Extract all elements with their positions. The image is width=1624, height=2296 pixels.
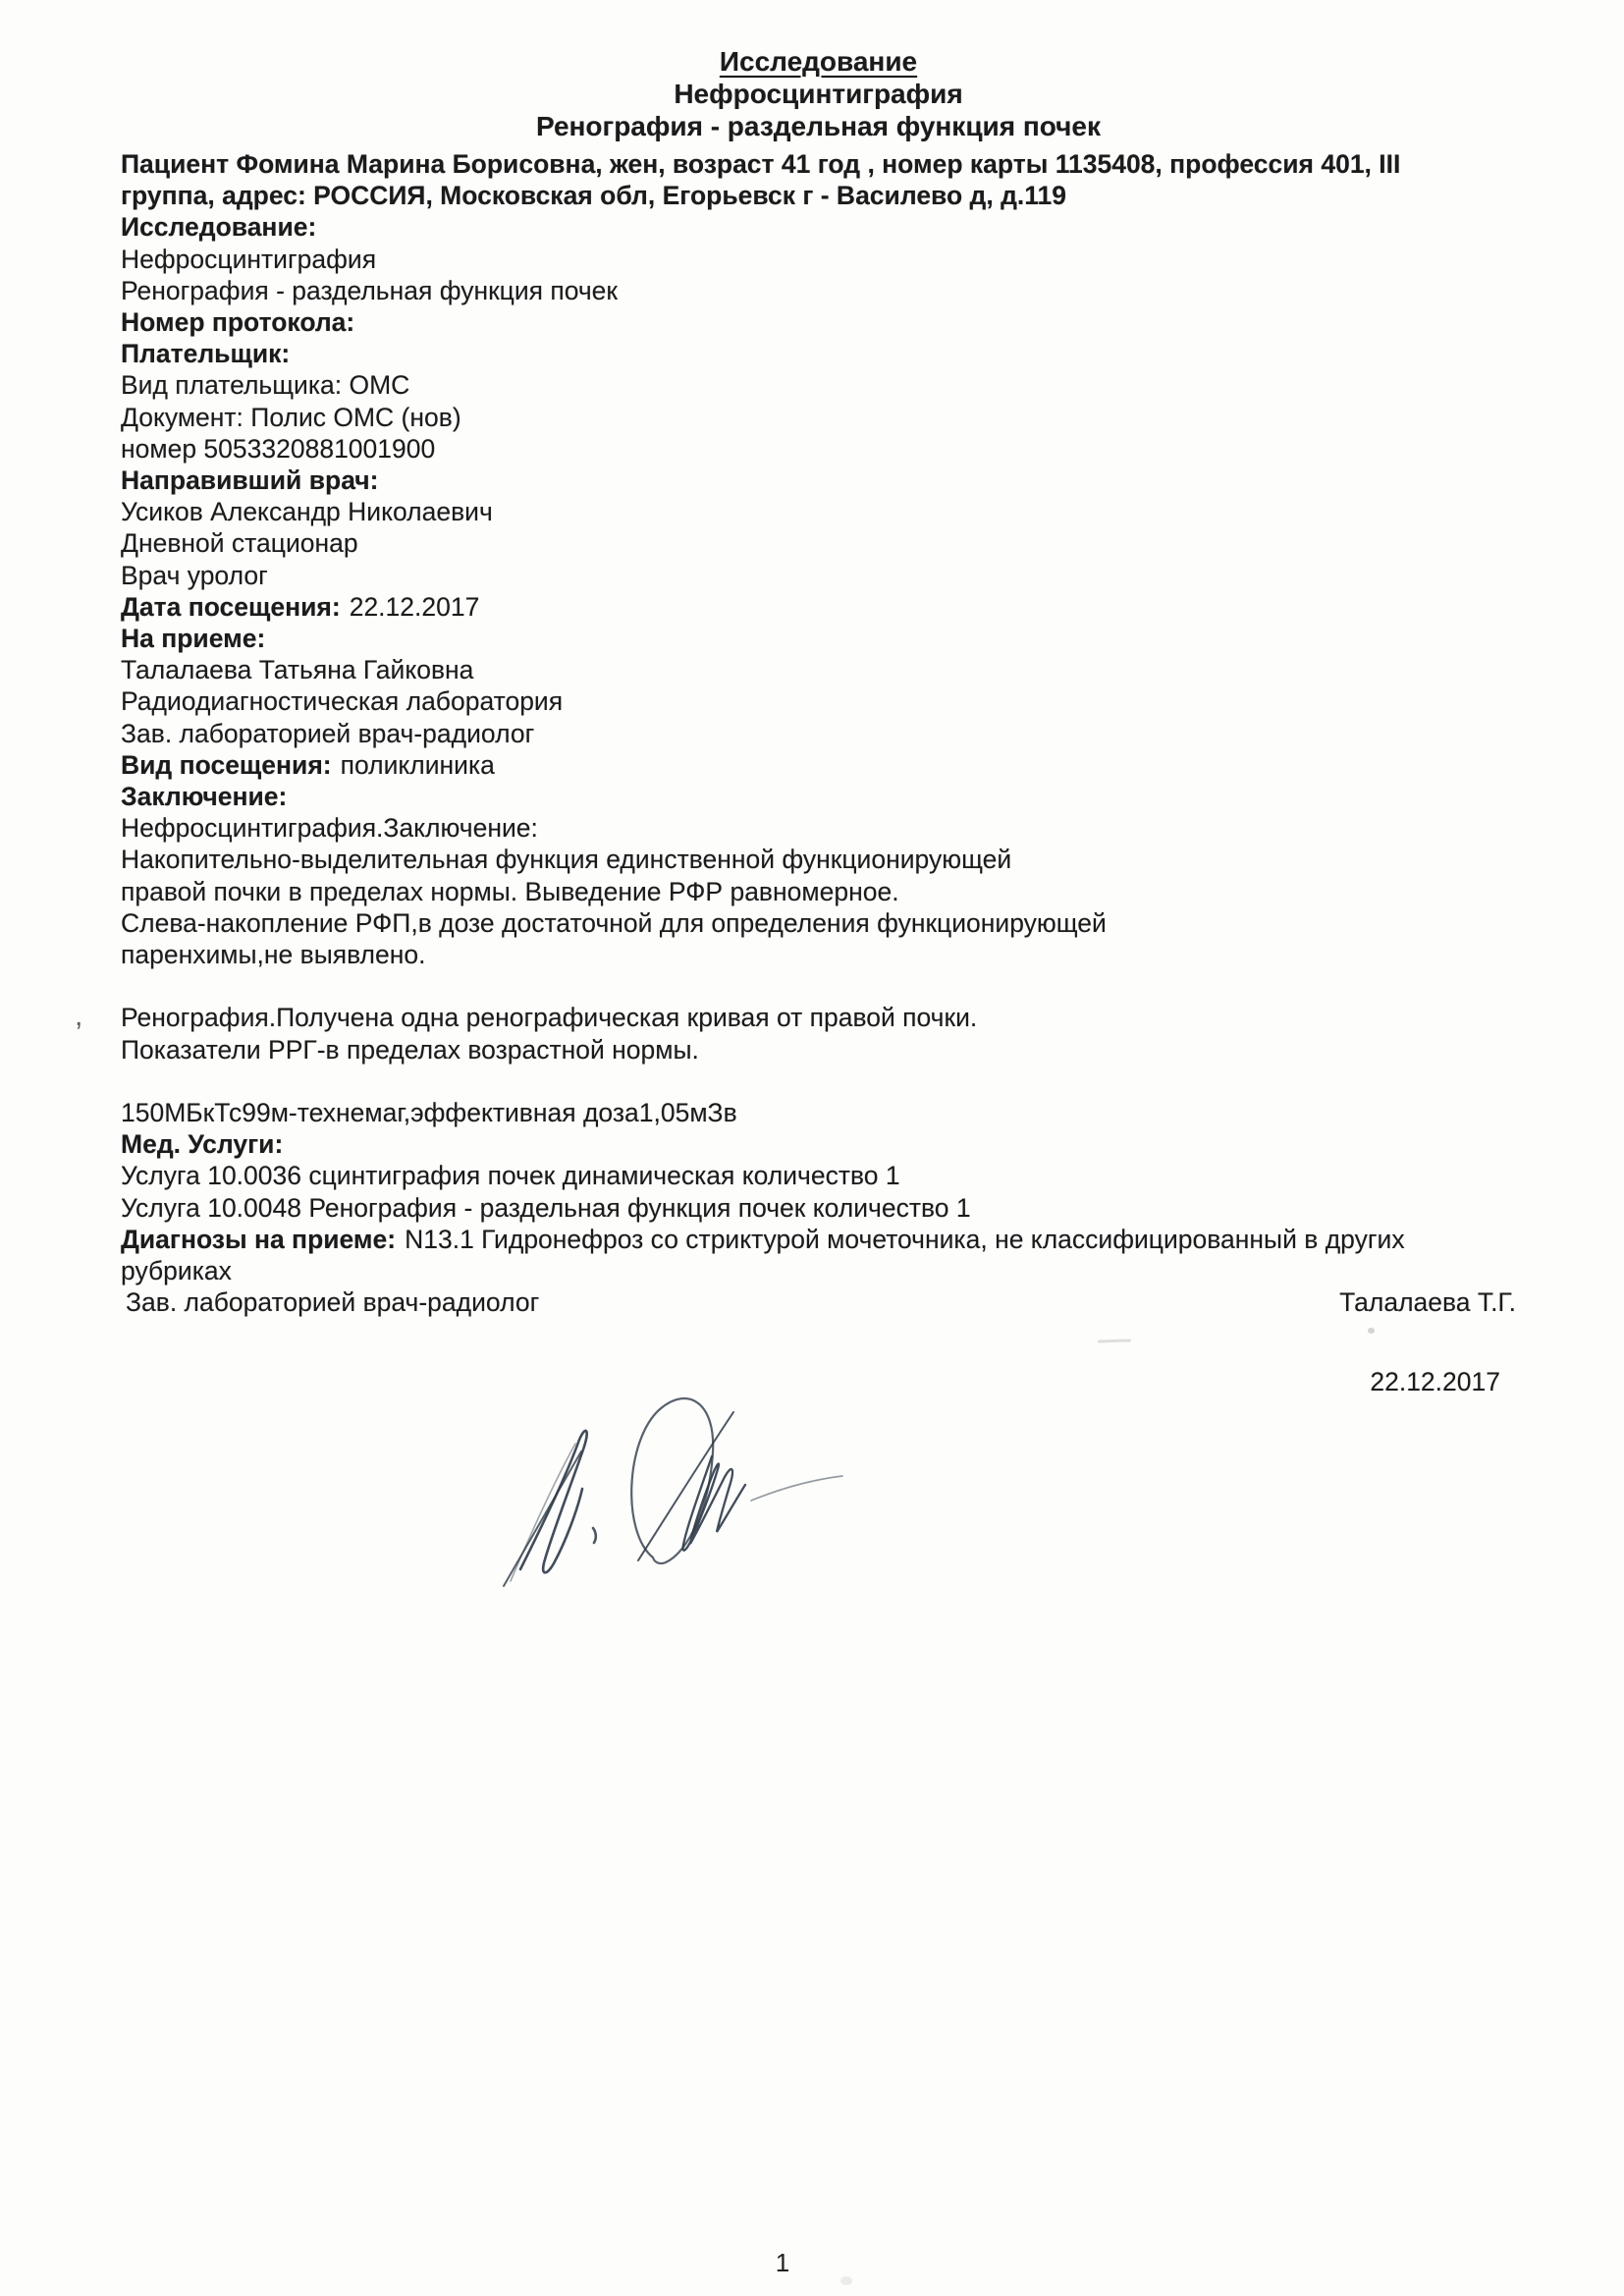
reception-position: Зав. лабораторией врач-радиолог bbox=[121, 718, 535, 748]
patient-info-line-1: Пациент Фомина Марина Борисовна, жен, возраст 41 год , номер карты 1135408, профессия 401, III bbox=[121, 149, 1401, 179]
payer-section-label: Плательщик: bbox=[121, 339, 291, 369]
blank-line bbox=[121, 970, 1516, 1002]
reception-doctor-name: Талалаева Татьяна Гайковна bbox=[121, 655, 474, 685]
study-section-label: Исследование: bbox=[121, 212, 317, 243]
payer-document-line: Документ: Полис ОМС (нов) bbox=[121, 402, 461, 432]
study-type: Ренография - раздельная функция почек bbox=[121, 275, 619, 305]
blank-line bbox=[121, 1066, 1516, 1097]
visit-date-label: Дата посещения: bbox=[121, 591, 341, 622]
referring-doctor-label: Направивший врач: bbox=[121, 465, 379, 496]
signing-doctor-position: Зав. лабораторией врач-радиолог bbox=[126, 1287, 540, 1318]
diagnoses-label: Диагнозы на приеме: bbox=[121, 1224, 397, 1254]
referring-doctor-position: Врач уролог bbox=[121, 560, 268, 590]
diagnoses-value-wrap: рубриках bbox=[121, 1256, 232, 1286]
study-name: Нефросцинтиграфия bbox=[121, 244, 377, 274]
signature-row bbox=[121, 1286, 1516, 1318]
signing-doctor-name: Талалаева Т.Г. bbox=[1339, 1287, 1516, 1318]
document-header bbox=[121, 45, 1516, 142]
handwritten-signature bbox=[491, 1383, 864, 1604]
header-study-type: Ренография - раздельная функция почек bbox=[535, 111, 1102, 141]
signature-ink-icon bbox=[491, 1383, 864, 1604]
conclusion-label: Заключение: bbox=[121, 782, 288, 812]
protocol-number-label: Номер протокола: bbox=[121, 307, 355, 338]
reception-department: Радиодиагностическая лаборатория bbox=[121, 686, 564, 717]
payer-type-line: Вид плательщика: ОМС bbox=[121, 370, 410, 401]
reception-label: На приеме: bbox=[121, 624, 266, 654]
scan-artifact-comma: , bbox=[75, 1000, 83, 1032]
visit-type-line bbox=[121, 749, 1516, 781]
visit-date-line bbox=[121, 591, 1516, 623]
page-number: 1 bbox=[775, 2248, 790, 2277]
conclusion-line-3: правой почки в пределах нормы. Выведение РФР равномерное. bbox=[121, 876, 899, 906]
document-title: Исследование bbox=[719, 46, 918, 77]
dose-line: 150МБкТс99м-технемаг,эффективная доза1,05мЗв bbox=[121, 1098, 737, 1128]
service-item-2: Услуга 10.0048 Ренография - раздельная функция почек количество 1 bbox=[121, 1192, 971, 1223]
conclusion-line-5: паренхимы,не выявлено. bbox=[121, 940, 426, 970]
referring-doctor-name: Усиков Александр Николаевич bbox=[121, 497, 493, 527]
conclusion-line-1: Нефросцинтиграфия.Заключение: bbox=[121, 813, 538, 844]
visit-type-label: Вид посещения: bbox=[121, 749, 332, 780]
payer-number-line: номер 5053320881001900 bbox=[121, 433, 436, 464]
header-study-name: Нефросцинтиграфия bbox=[674, 79, 963, 109]
service-item-1: Услуга 10.0036 сцинтиграфия почек динамическая количество 1 bbox=[121, 1161, 900, 1191]
visit-type-value: поликлиника bbox=[340, 749, 495, 780]
conclusion-line-4: Слева-накопление РФП,в дозе достаточной для определения функционирующей bbox=[121, 907, 1107, 938]
signature-date: 22.12.2017 bbox=[1370, 1367, 1500, 1397]
renography-result-line-1: Ренография.Получена одна ренографическая кривая от правой почки. bbox=[121, 1003, 978, 1033]
renography-result-line-2: Показатели РРГ-в пределах возрастной нормы. bbox=[121, 1034, 699, 1065]
referring-doctor-department: Дневной стационар bbox=[121, 528, 358, 559]
diagnoses-line bbox=[121, 1224, 1516, 1255]
document-text bbox=[121, 148, 1516, 1398]
scan-artifact-dot bbox=[1368, 1328, 1375, 1334]
patient-info-line-2: группа, адрес: РОССИЯ, Московская обл, Егорьевск г - Василево д, д.119 bbox=[121, 181, 1067, 211]
conclusion-line-2: Накопительно-выделительная функция единственной функционирующей bbox=[121, 845, 1012, 875]
visit-date-value: 22.12.2017 bbox=[349, 591, 480, 622]
services-label: Мед. Услуги: bbox=[121, 1129, 284, 1160]
diagnoses-value: N13.1 Гидронефроз со стриктурой мочеточника, не классифицированный в других bbox=[405, 1224, 1405, 1254]
